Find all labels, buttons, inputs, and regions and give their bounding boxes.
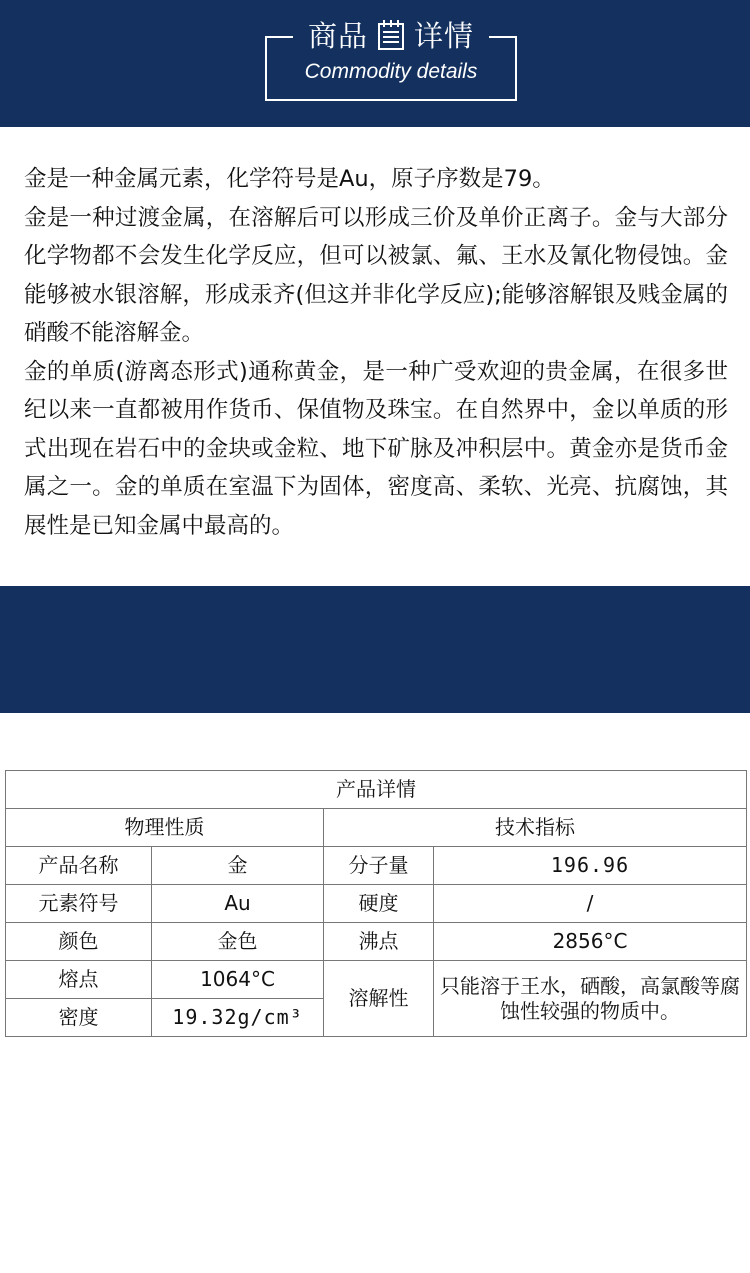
molecule-icon bbox=[373, 1189, 413, 1225]
spec-label: 沸点 bbox=[324, 923, 434, 961]
spec-label: 硬度 bbox=[324, 885, 434, 923]
commodity-details-banner bbox=[0, 0, 750, 127]
title-left: 商品 bbox=[307, 19, 368, 53]
table-row bbox=[6, 847, 747, 885]
property-value: 1064°C bbox=[152, 961, 324, 999]
property-label: 元素符号 bbox=[6, 885, 152, 923]
property-label: 密度 bbox=[6, 999, 152, 1037]
group-header-physical: 物理性质 bbox=[6, 809, 324, 847]
section-subtitle: Chemical composition bbox=[290, 1232, 496, 1255]
table-caption: 产品详情 bbox=[6, 771, 747, 809]
property-label: 颜色 bbox=[6, 923, 152, 961]
title-right: 成分 bbox=[421, 1191, 482, 1225]
table-row bbox=[6, 771, 747, 809]
product-spec-table bbox=[5, 770, 747, 1037]
section-title bbox=[269, 1186, 517, 1227]
property-label: 熔点 bbox=[6, 961, 152, 999]
title-left: 化学 bbox=[304, 1191, 365, 1225]
group-header-technical: 技术指标 bbox=[324, 809, 747, 847]
spec-label: 溶解性 bbox=[324, 961, 434, 1037]
title-right: 详情 bbox=[414, 19, 475, 53]
spec-value: / bbox=[434, 885, 747, 923]
section-subtitle: Commodity details bbox=[304, 60, 478, 83]
property-label: 产品名称 bbox=[6, 847, 152, 885]
table-row bbox=[6, 809, 747, 847]
spec-label: 分子量 bbox=[324, 847, 434, 885]
table-row bbox=[6, 923, 747, 961]
spec-value: 只能溶于王水，硒酸，高氯酸等腐蚀性较强的物质中。 bbox=[434, 961, 747, 1037]
property-value: 金 bbox=[152, 847, 324, 885]
description bbox=[24, 160, 728, 545]
notepad-icon bbox=[376, 19, 406, 51]
description-paragraph: 金是一种金属元素，化学符号是Au，原子序数是79。 bbox=[24, 166, 555, 192]
description-paragraph: 金的单质(游离态形式)通称黄金，是一种广受欢迎的贵金属，在很多世纪以来一直都被用作货币、保值物及珠宝。在自然界中，金以单质的形式出现在岩石中的金块或金粒、地下矿脉及冲积层中。黄金亦是货币金属之一。金的单质在室温下为固体，密度高、柔软、光亮、抗腐蚀，其展性是已知金属中最高的。 bbox=[24, 358, 728, 539]
table-row bbox=[6, 885, 747, 923]
spec-value: 2856°C bbox=[434, 923, 747, 961]
property-value: Au bbox=[152, 885, 324, 923]
property-value: 金色 bbox=[152, 923, 324, 961]
banner-frame bbox=[267, 1191, 519, 1273]
banner-frame bbox=[265, 19, 517, 101]
table-row bbox=[6, 961, 747, 999]
property-value: 19.32g/cm³ bbox=[152, 999, 324, 1037]
section-title bbox=[267, 14, 515, 55]
spec-value: 196.96 bbox=[434, 847, 747, 885]
description-paragraph: 金是一种过渡金属，在溶解后可以形成三价及单价正离子。金与大部分化学物都不会发生化学反应，但可以被氯、氟、王水及氰化物侵蚀。金能够被水银溶解，形成汞齐(但这并非化学反应);能够溶解银及贱金属的硝酸不能溶解金。 bbox=[24, 204, 728, 346]
